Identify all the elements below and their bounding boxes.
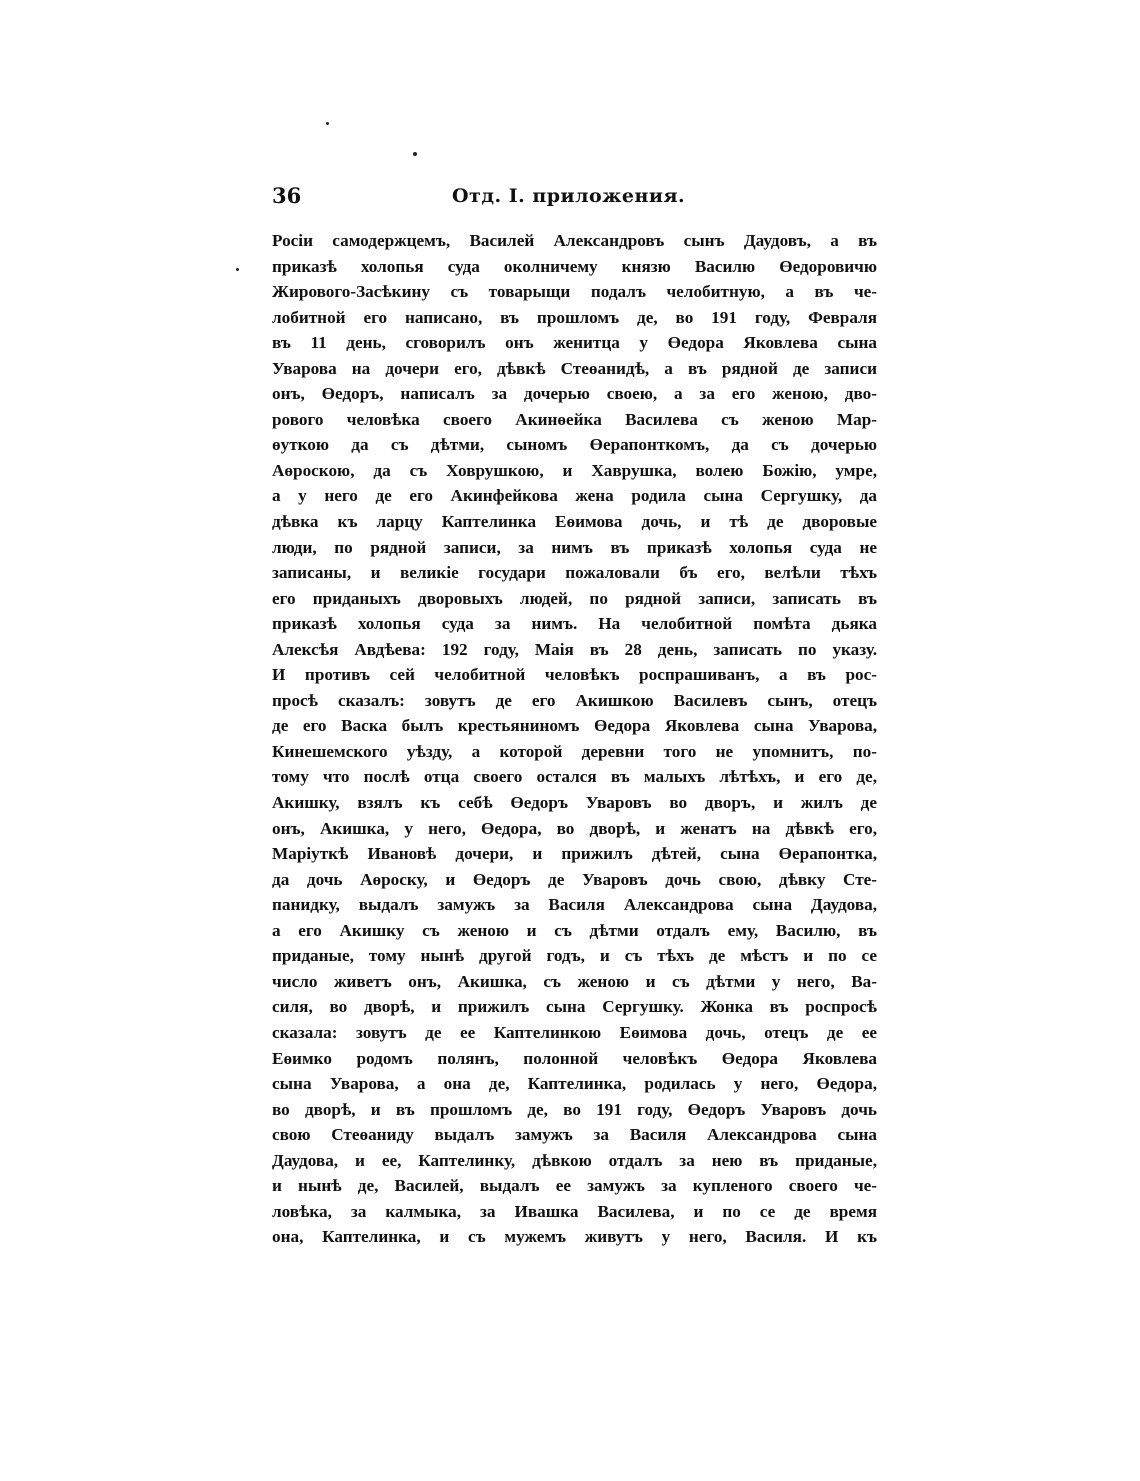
text-line: Уварова на дочери его, дѣвкѣ Стеөанидѣ, а въ рядной де записи bbox=[272, 358, 877, 378]
scan-speck bbox=[326, 122, 329, 125]
text-line: дѣвка къ ларцу Каптелинка Еөимова дочь, и тѣ де дворовые bbox=[272, 512, 877, 532]
text-line: өуткою да съ дѣтми, сыномъ Өерапонткомъ, да съ дочерью bbox=[272, 435, 877, 455]
text-line: Жирового-Засѣкину съ товарыщи подалъ челобитную, а въ че- bbox=[272, 282, 877, 302]
text-line: сына Уварова, а она де, Каптелинка, родилась у него, Өедора, bbox=[272, 1074, 877, 1094]
text-line: Акишку, взялъ къ себѣ Өедоръ Уваровъ во дворъ, и жилъ де bbox=[272, 793, 877, 813]
text-line: Алексѣя Авдѣева: 192 году, Маія въ 28 день, записать по указу. bbox=[272, 639, 877, 659]
text-line: рового человѣка своего Акинөейка Василева съ женою Мар- bbox=[272, 409, 877, 429]
text-line: въ 11 день, сговорилъ онъ женитца у Өедора Яковлева сына bbox=[272, 333, 877, 353]
text-line: люди, по рядной записи, за нимъ въ приказѣ холопья суда не bbox=[272, 537, 877, 557]
scan-speck bbox=[236, 268, 239, 271]
text-line: панидку, выдалъ замужъ за Василя Александрова сына Даудова, bbox=[272, 895, 877, 915]
text-line: просѣ сказалъ: зовутъ де его Акишкою Василевъ сынъ, отецъ bbox=[272, 690, 877, 710]
text-line: приказѣ холопья суда за нимъ. На челобитной помѣта дьяка bbox=[272, 614, 877, 634]
text-line: тому что послѣ отца своего остался въ малыхъ лѣтѣхъ, и его де, bbox=[272, 767, 877, 787]
text-line: записаны, и великіе государи пожаловали бъ его, велѣли тѣхъ bbox=[272, 563, 877, 583]
text-line: Росіи самодержцемъ, Василей Александровъ сынъ Даудовъ, а въ bbox=[272, 231, 877, 250]
text-line: Аөроскою, да съ Ховрушкою, и Хаврушка, волею Божію, умре, bbox=[272, 460, 877, 480]
text-line: свою Стеөаниду выдалъ замужъ за Василя Александрова сына bbox=[272, 1125, 877, 1145]
text-line: Даудова, и ее, Каптелинку, дѣвкою отдалъ за нею въ приданые, bbox=[272, 1150, 877, 1170]
text-line: и нынѣ де, Василей, выдалъ ее замужъ за купленого своего че- bbox=[272, 1176, 877, 1196]
text-line: силя, во дворѣ, и прижилъ сына Сергушку. Жонка въ роспросѣ bbox=[272, 997, 877, 1017]
page-header bbox=[272, 180, 877, 212]
scan-speck bbox=[413, 152, 417, 156]
text-line: она, Каптелинка, и съ мужемъ живутъ у него, Василя. И къ bbox=[272, 1227, 877, 1247]
text-line: ловѣка, за калмыка, за Ивашка Василева, и по се де время bbox=[272, 1201, 877, 1221]
text-line: его приданыхъ дворовыхъ людей, по рядной записи, записать въ bbox=[272, 588, 877, 608]
text-line: Кинешемского уѣзду, а которой деревни того не упомнитъ, по- bbox=[272, 741, 877, 761]
text-line: И противъ сей челобитной человѣкъ роспрашиванъ, а въ рос- bbox=[272, 665, 877, 685]
running-head: Отд. I. приложения. bbox=[452, 185, 686, 207]
text-line: сказала: зовутъ де ее Каптелинкою Еөимова дочь, отецъ де ее bbox=[272, 1022, 877, 1042]
text-line: приказѣ холопья суда околничему князю Василю Өедоровичю bbox=[272, 256, 877, 276]
text-line: де его Васка былъ крестьяниномъ Өедора Яковлева сына Уварова, bbox=[272, 716, 877, 736]
text-line: Еөимко родомъ полянъ, полонной человѣкъ Өедора Яковлева bbox=[272, 1048, 877, 1068]
text-line: да дочь Аөроску, и Өедоръ де Уваровъ дочь свою, дѣвку Сте- bbox=[272, 869, 877, 889]
page-number: 36 bbox=[272, 183, 302, 208]
text-line: приданые, тому нынѣ другой годъ, и съ тѣхъ де мѣстъ и по се bbox=[272, 946, 877, 966]
text-line: а у него де его Акинфейкова жена родила сына Сергушку, да bbox=[272, 486, 877, 506]
text-line: онъ, Өедоръ, написалъ за дочерью своею, а за его женою, дво- bbox=[272, 384, 877, 404]
text-line: Маріуткѣ Ивановѣ дочери, и прижилъ дѣтей, сына Өерапонтка, bbox=[272, 844, 877, 864]
body-text bbox=[272, 228, 877, 1250]
text-line: число живетъ онъ, Акишка, съ женою и съ дѣтми у него, Ва- bbox=[272, 971, 877, 991]
text-line: онъ, Акишка, у него, Өедора, во дворѣ, и женатъ на дѣвкѣ его, bbox=[272, 818, 877, 838]
text-line: лобитной его написано, въ прошломъ де, во 191 году, Февраля bbox=[272, 307, 877, 327]
text-line: во дворѣ, и въ прошломъ де, во 191 году, Өедоръ Уваровъ дочь bbox=[272, 1099, 877, 1119]
text-line: а его Акишку съ женою и съ дѣтми отдалъ ему, Василю, въ bbox=[272, 920, 877, 940]
